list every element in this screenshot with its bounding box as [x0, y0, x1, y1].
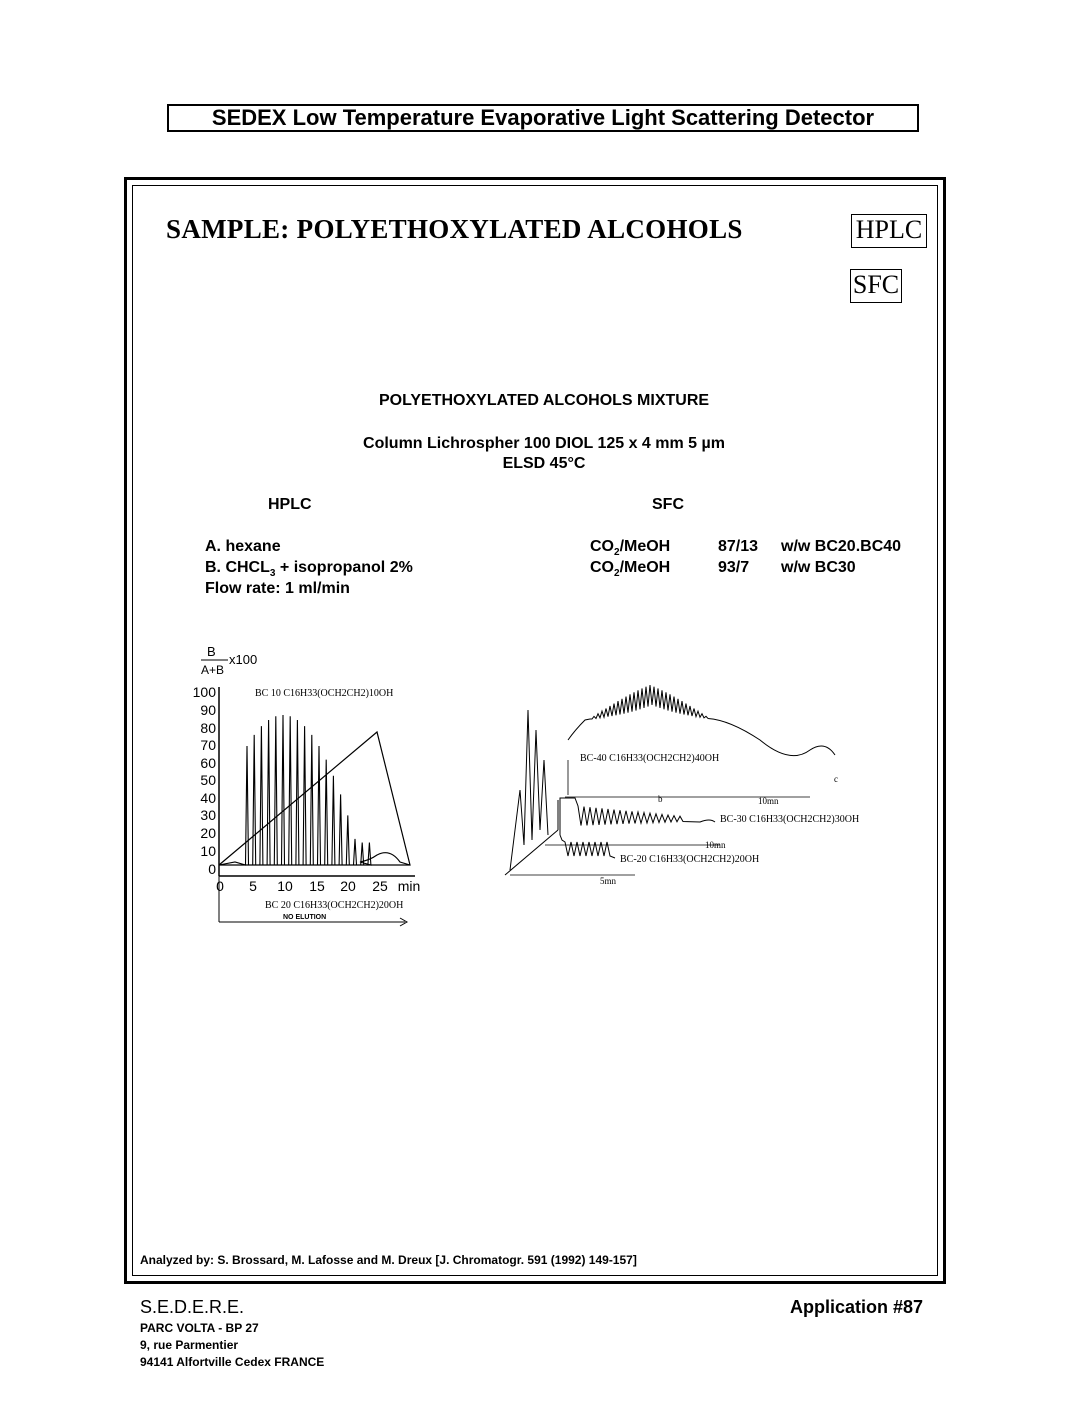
svg-text:5: 5	[249, 878, 257, 894]
hplc-solvent-b: B. $CHCL_3$ + isopropanol 2%	[205, 559, 413, 580]
time-5mn: 5mn	[600, 876, 617, 886]
svg-text:10: 10	[200, 843, 216, 859]
y-axis-ticks	[193, 684, 217, 877]
time-10mn-upper: 10mn	[758, 796, 779, 806]
svg-text:40: 40	[200, 790, 216, 806]
svg-text:0: 0	[216, 878, 224, 894]
hplc-flow-rate: Flow rate: 1 ml/min	[205, 580, 350, 597]
bc20-label: BC 20 C16H33(OCH2CH2)20OH	[265, 900, 404, 911]
svg-text:80: 80	[200, 720, 216, 736]
svg-text:10: 10	[277, 878, 293, 894]
y-ratio-multiplier: x100	[229, 652, 258, 667]
svg-text:90: 90	[200, 702, 216, 718]
reference-note: Analyzed by: S. Brossard, M. Lafosse and M. Dreux [J. Chromatogr. 591 (1992) 149-157]	[140, 1253, 637, 1267]
sfc-chromatogram	[500, 670, 870, 900]
y-ratio-denominator: A+B	[201, 663, 225, 677]
trace-b-label: b	[658, 794, 663, 804]
svg-text:25: 25	[372, 878, 388, 894]
sfc-ratio-1: 87/13	[718, 538, 759, 555]
svg-text:0: 0	[208, 861, 216, 877]
mixture-title: POLYETHOXYLATED ALCOHOLS MIXTURE	[378, 392, 710, 409]
sfc-note-2: w/w BC30	[781, 559, 856, 576]
svg-text:50: 50	[200, 772, 216, 788]
sfc-mobile-phase-2: $CO_2$/MeOH	[590, 559, 671, 580]
application-number: Application #87	[790, 1297, 924, 1317]
x-axis-ticks	[216, 878, 420, 894]
sfc-heading: SFC	[652, 496, 684, 513]
bc40-label: BC-40 C16H33(OCH2CH2)40OH	[580, 753, 720, 764]
sfc-tag: SFC	[850, 269, 902, 303]
company-name: S.E.D.E.R.E.	[140, 1297, 245, 1317]
column-spec: Column Lichrospher 100 DIOL 125 x 4 mm 5 µm	[363, 435, 725, 452]
trace-c-label: c	[834, 774, 838, 784]
bc10-label: BC 10 C16H33(OCH2CH2)10OH	[255, 688, 394, 699]
address-line-3: 94141 Alfortville Cedex FRANCE	[140, 1355, 325, 1369]
svg-text:30: 30	[200, 807, 216, 823]
bc20-sfc-label: BC-20 C16H33(OCH2CH2)20OH	[620, 854, 760, 865]
hplc-chromatogram	[192, 640, 455, 930]
x-axis-unit: min	[397, 878, 421, 894]
sfc-mobile-phase-1: $CO_2$/MeOH	[590, 538, 671, 559]
sfc-note-1: w/w BC20.BC40	[781, 538, 902, 555]
hplc-heading: HPLC	[268, 496, 312, 513]
sample-title: SAMPLE: POLYETHOXYLATED ALCOHOLS	[166, 214, 743, 244]
svg-text:15: 15	[309, 878, 325, 894]
detector-spec: ELSD 45°C	[502, 455, 586, 472]
header-title: SEDEX Low Temperature Evaporative Light Scattering Detector	[167, 104, 919, 132]
no-elution-label: NO ELUTION	[283, 914, 327, 921]
y-ratio-numerator: B	[207, 644, 216, 659]
svg-text:70: 70	[200, 737, 216, 753]
svg-text:20: 20	[200, 825, 216, 841]
svg-text:100: 100	[192, 684, 216, 700]
address-line-1: PARC VOLTA - BP 27	[140, 1321, 259, 1335]
svg-text:60: 60	[200, 755, 216, 771]
sfc-ratio-2: 93/7	[718, 559, 750, 576]
hplc-solvent-a: A. hexane	[205, 538, 281, 555]
time-10mn-middle: 10mn	[705, 840, 726, 850]
hplc-tag: HPLC	[851, 214, 927, 248]
address-line-2: 9, rue Parmentier	[140, 1338, 239, 1352]
svg-text:20: 20	[340, 878, 356, 894]
bc30-label: BC-30 C16H33(OCH2CH2)30OH	[720, 814, 860, 825]
